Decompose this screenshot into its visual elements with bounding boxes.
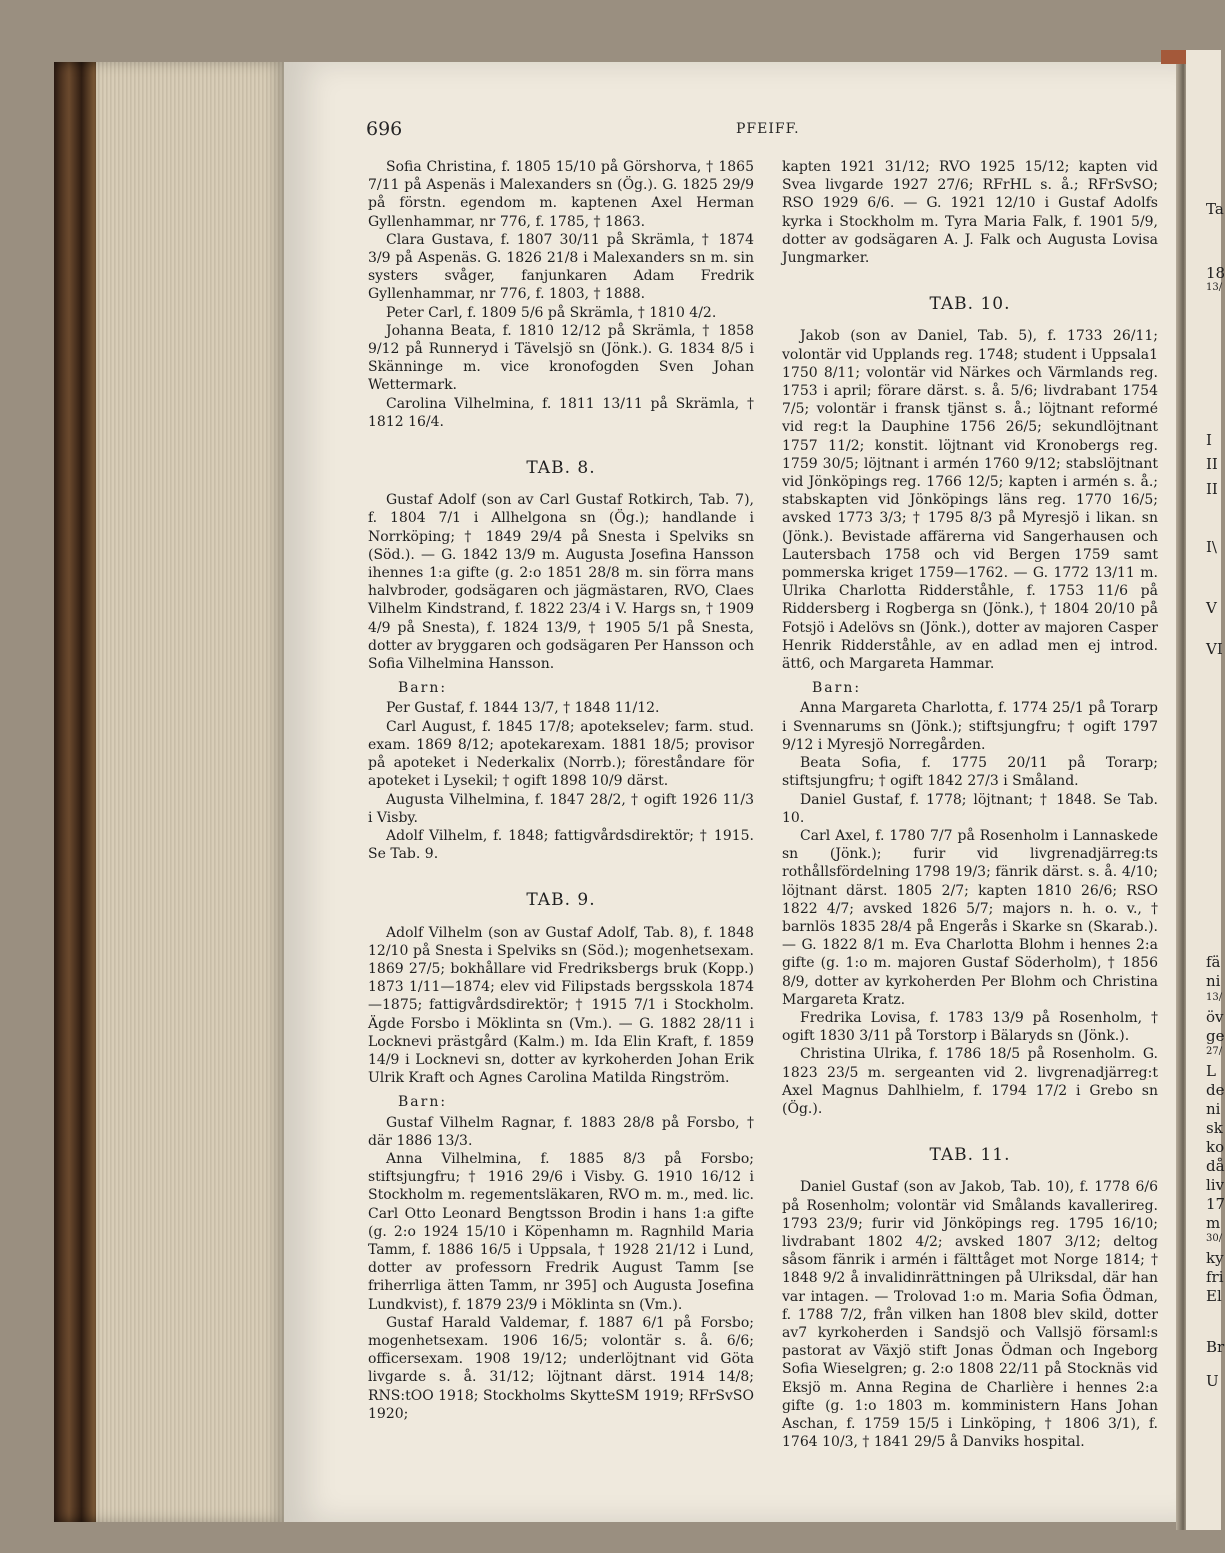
adjacent-text: V [1206, 599, 1217, 617]
section-heading-tab-11: TAB. 11. [929, 1145, 1011, 1166]
header-title: PFEIFF. [736, 121, 800, 137]
paragraph: Fredrika Lovisa, f. 1783 13/9 på Rosenholm, † ogift 1830 3/11 på Torstorp i Bälaryds sn (Jönk.). [782, 1009, 1158, 1045]
adjacent-text: fri [1206, 1268, 1224, 1286]
paragraph: Adolf Vilhelm (son av Gustaf Adolf, Tab. 8), f. 1848 12/10 på Snesta i Spelviks sn (Söd.); mogenhetsexam. 1869 27/5; bokhållare vid Fredriksbergs bruk (Kopp.) 1873 1/11—1874; elev vid Filipstads bergsskola 1874—1875; fattigvårdsdirektör; † 1915 7/1 i Stockholm. Ägde Forsbo i Möklinta sn (Vm.). — G. 1882 28/11 i Locknevi prästgård (Kalm.) m. Ida Elin Kraft, f. 1859 14/9 i Locknevi sn, dotter av kyrkoherden Johan Erik Ulrik Kraft och Agnes Carolina Matilda Ringström. [368, 924, 754, 1087]
section-heading-tab-10: TAB. 10. [929, 294, 1011, 315]
paragraph: Gustaf Harald Valdemar, f. 1887 6/1 på Forsbo; mogenhetsexam. 1906 16/5; volontär s. å. 6/6; officersexam. 1908 19/12; underlöjtnant vid Göta livgarde s. å. 31/12; löjtnant därst. 1914 14/8; RNS:tOO 1918; Stockholms SkytteSM 1919; RFrSvSO 1920; [368, 1314, 754, 1422]
adjacent-text: 27/ [1206, 1046, 1223, 1057]
paragraph: Gustaf Vilhelm Ragnar, f. 1883 28/8 på Forsbo, † där 1886 13/3. [368, 1114, 754, 1149]
adjacent-text: öv [1206, 1008, 1224, 1026]
page-stack-edges [96, 62, 286, 1522]
adjacent-text: II [1206, 455, 1218, 473]
adjacent-text: L [1206, 1062, 1216, 1080]
adjacent-text: m [1206, 1214, 1221, 1232]
adjacent-text: 17 [1206, 1195, 1225, 1213]
section-heading-tab-9: TAB. 9. [526, 890, 596, 911]
adjacent-text: sk [1206, 1119, 1223, 1137]
adjacent-page [1186, 50, 1225, 1530]
paragraph: Gustaf Adolf (son av Carl Gustaf Rotkirch, Tab. 7), f. 1804 7/1 i Allhelgona sn (Ög.); handlande i Norrköping; † 1849 29/4 på Snesta i Spelviks sn (Söd.). — G. 1842 13/9 m. Augusta Josefina Hansson ihennes 1:a gifte (g. 2:o 1851 28/8 m. sin förra mans halvbroder, godsägaren och jägmästaren, RVO, Claes Vilhelm Kindstrand, f. 1822 23/4 i V. Hargs sn, † 1909 4/9 på Snesta), f. 1824 13/9, † 1905 5/1 på Snesta, dotter av bryggaren och godsägaren Per Hansson och Sofia Vilhelmina Hansson. [368, 492, 754, 673]
children-heading: Barn: [398, 680, 448, 697]
adjacent-text: fä [1206, 953, 1221, 971]
paragraph: Beata Sofia, f. 1775 20/11 på Torarp; stiftsjungfru; † ogift 1842 27/3 i Småland. [782, 755, 1158, 790]
paragraph: Anna Vilhelmina, f. 1885 8/3 på Forsbo; stiftsjungfru; † 1916 29/6 i Visby. G. 1910 16/12 i Stockholm m. regementsläkaren, RVO m. m., med. lic. Carl Otto Leonard Bengtsson Brodin i hans 1:a gifte (g. 2:o 1924 15/10 i Köpenhamn m. Ragnhild Maria Tamm, f. 1886 16/5 i Uppsala, † 1928 21/12 i Lund, dotter av professorn Fredrik August Tamm [se friherrliga ätten Tamm, nr 395] och Augusta Josefina Lundkvist), f. 1879 23/9 i Möklinta sn (Vm.). [368, 1150, 754, 1313]
right-column [782, 158, 1158, 1451]
adjacent-text: Br [1206, 1338, 1225, 1356]
page-number: 696 [366, 118, 403, 140]
section-heading-tab-8: TAB. 8. [526, 458, 596, 479]
adjacent-text: 18 [1206, 264, 1225, 282]
adjacent-text: liv [1206, 1176, 1225, 1194]
paragraph: Carl Axel, f. 1780 7/7 på Rosenholm i Lannaskede sn (Jönk.); furir vid livgrenadjärreg:ts rothållsfördelning 1798 19/3; fänrik därst. s. å. 4/10; löjtnant därst. 1805 2/7; kapten 1810 26/6; RSO 1822 4/7; avsked 1826 5/7; majors n. h. o. v., † barnlös 1835 28/4 på Engerås i Skarke sn (Skarab.). — G. 1822 8/1 m. Eva Charlotta Blohm i hennes 2:a gifte (g. 1:o m. majoren Gustaf Söderholm), † 1856 8/9, dotter av kyrkoherden Per Blohm och Christina Margareta Kratz. [782, 827, 1158, 1008]
paragraph: Daniel Gustaf, f. 1778; löjtnant; † 1848. Se Tab. 10. [782, 791, 1158, 826]
paragraph: Johanna Beata, f. 1810 12/12 på Skrämla, † 1858 9/12 på Runneryd i Tävelsjö sn (Jönk.). G. 1834 8/5 i Skänninge m. vice kronofogden Sven Johan Wettermark. [368, 322, 754, 394]
children-heading: Barn: [812, 680, 862, 697]
adjacent-text: El [1206, 1287, 1222, 1305]
left-column [368, 158, 754, 1423]
paragraph: kapten 1921 31/12; RVO 1925 15/12; kapten vid Svea livgarde 1927 27/6; RFrHL s. å.; RFrSvSO; RSO 1929 6/6. — G. 1921 12/10 i Gustaf Adolfs kyrka i Stockholm m. Tyra Maria Falk, f. 1901 5/9, dotter av godsägaren A. J. Falk och Augusta Lovisa Jungmarker. [782, 159, 1158, 267]
adjacent-text: då [1206, 1157, 1225, 1175]
adjacent-text: 30/ [1206, 1233, 1223, 1244]
adjacent-text: U [1206, 1372, 1219, 1390]
paragraph: Clara Gustava, f. 1807 30/11 på Skrämla, † 1874 3/9 på Aspenäs. G. 1826 21/8 i Malexanders sn m. sin systers svåger, fanjunkaren Adam Fredrik Gyllenhammar, nr 776, f. 1803, † 1888. [368, 231, 754, 303]
paragraph: Per Gustaf, f. 1844 13/7, † 1848 11/12. [386, 700, 660, 717]
adjacent-text: Ta [1206, 200, 1224, 218]
adjacent-text: ko [1206, 1138, 1225, 1156]
adjacent-text: ky [1206, 1249, 1224, 1267]
adjacent-text: ge [1206, 1027, 1225, 1045]
adjacent-text: ni [1206, 1100, 1221, 1118]
paragraph: Peter Carl, f. 1809 5/6 på Skrämla, † 1810 4/2. [386, 304, 717, 321]
children-heading: Barn: [398, 1094, 448, 1111]
paragraph: Carolina Vilhelmina, f. 1811 13/11 på Skrämla, † 1812 16/4. [368, 395, 754, 430]
adjacent-text: 13/ [1206, 992, 1223, 1003]
paragraph: Jakob (son av Daniel, Tab. 5), f. 1733 26/11; volontär vid Upplands reg. 1748; student i Uppsala1 1750 8/11; volontär vid Närkes och Värmlands reg. 1753 i april; förare därst. s. å. 5/6; livdrabant 1754 7/5; volontär i fransk tjänst s. å.; löjtnant reformé vid reg:t la Dauphine 1756 26/5; sekundlöjtnant 1757 11/2; konstit. löjtnant vid Kronobergs reg. 1759 30/5; löjtnant i armén 1760 9/12; stabslöjtnant vid Jönköpings reg. 1766 12/5; kapten i armén s. å.; stabskapten vid Jönköpings läns reg. 1770 16/5; avsked 1773 3/3; † 1795 8/3 på Myresjö i likan. sn (Jönk.). Bevistade affärerna vid Sangerhausen och Lautersbach 1758 och vid Bergen 1759 samt pommerska kriget 1759—1762. — G. 1772 13/11 m. Ulrika Charlotta Ridderståhle, f. 1753 11/6 på Riddersberg i Rogberga sn (Jönk.), † 1804 20/10 på Fotsjö i Adelövs sn (Jönk.), dotter av majoren Casper Henrik Ridderståhle, av en adlad men ej introd. ätt6, och Margareta Hammar. [782, 328, 1158, 673]
paragraph: Christina Ulrika, f. 1786 18/5 på Rosenholm. G. 1823 23/5 m. sergeanten vid 2. livgrenadjärreg:t Axel Magnus Dahlhielm, f. 1794 17/2 i Grebo sn (Ög.). [782, 1046, 1158, 1117]
adjacent-text: II [1206, 480, 1218, 498]
paragraph: Augusta Vilhelmina, f. 1847 28/2, † ogift 1926 11/3 i Visby. [368, 791, 754, 826]
adjacent-text: ni [1206, 972, 1221, 990]
paragraph: Adolf Vilhelm, f. 1848; fattigvårdsdirektör; † 1915. Se Tab. 9. [368, 827, 754, 863]
paragraph: Carl August, f. 1845 17/8; apotekselev; farm. stud. exam. 1869 8/12; apotekarexam. 1881 18/5; provisor på apoteket i Nederkalix (Norrb.); föreståndare för apoteket i Lysekil; † ogift 1898 10/9 därst. [368, 718, 754, 790]
adjacent-text: VI [1206, 640, 1223, 658]
paragraph: Sofia Christina, f. 1805 15/10 på Görshorva, † 1865 7/11 på Aspenäs i Malexanders sn (Ög.). G. 1825 29/9 på förstn. egendom m. kaptenen Axel Herman Gyllenhammar, nr 776, f. 1785, † 1863. [368, 159, 754, 230]
paragraph: Daniel Gustaf (son av Jakob, Tab. 10), f. 1778 6/6 på Rosenholm; volontär vid Smålands kavallerireg. 1793 23/9; furir vid Jönköpings reg. 1795 16/10; livdrabant 1802 4/2; avsked 1807 3/12; deltog såsom fänrik i armén i fälttåget mot Norge 1814; † 1848 9/2 å invalidinrättningen på Ulriksdal, där han var intagen. — Trolovad 1:o m. Maria Sofia Ödman, f. 1788 7/2, från vilken han 1808 blev skild, dotter av7 kyrkoherden i Sandsjö och Vallsjö församl:s pastorat av Växjö stift Jonas Ödman och Ingeborg Sofia Wieselgren; g. 2:o 1808 22/11 på Stocknäs vid Eksjö m. Anna Regina de Charlière i hennes 2:a gifte (g. 1:o 1803 m. komministern Hans Johan Aschan, f. 1759 15/5 i Linköping, † 1806 3/1), f. 1764 10/3, † 1841 29/5 å Danviks hospital. [782, 1179, 1158, 1451]
adjacent-text: I\ [1206, 538, 1217, 556]
adjacent-text: 13/ [1206, 282, 1223, 293]
adjacent-text: I [1206, 431, 1212, 449]
adjacent-text: de [1206, 1081, 1225, 1099]
paragraph: Anna Margareta Charlotta, f. 1774 25/1 på Torarp i Svennarums sn (Jönk.); stiftsjungfru; † ogift 1797 9/12 i Myresjö Norregården. [782, 700, 1158, 753]
